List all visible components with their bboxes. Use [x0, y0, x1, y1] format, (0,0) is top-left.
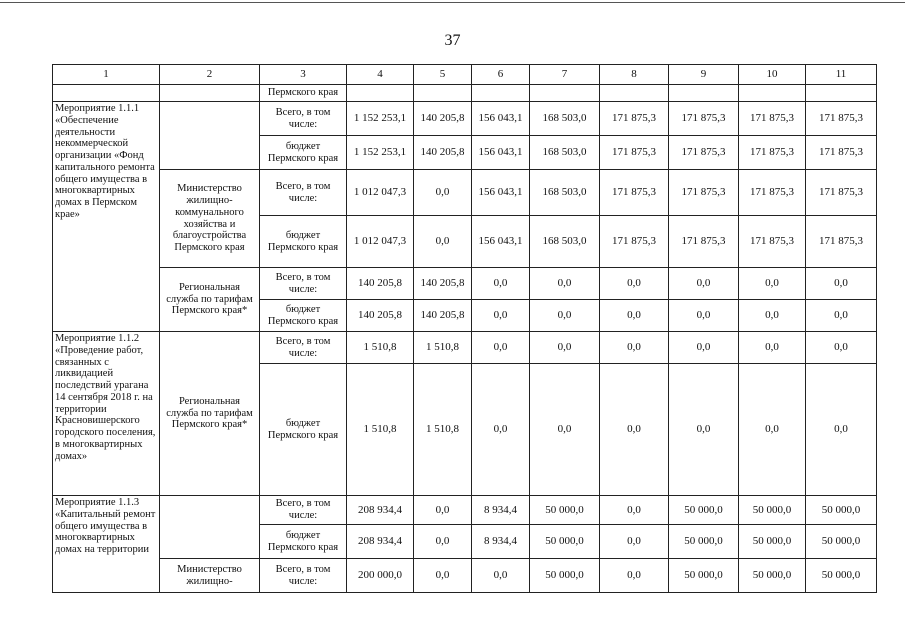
budget-table — [52, 64, 877, 593]
table-row — [53, 496, 877, 525]
amount-cell: 168 503,0 — [530, 170, 600, 216]
amount-cell: 140 205,8 — [414, 136, 472, 170]
funding-type-cell: бюджет Пермского края — [260, 136, 347, 170]
empty-cell — [600, 85, 669, 102]
amount-cell: 140 205,8 — [414, 102, 472, 136]
amount-cell: 0,0 — [414, 170, 472, 216]
amount-cell: 50 000,0 — [739, 525, 806, 559]
empty-cell — [669, 85, 739, 102]
amount-cell: 1 152 253,1 — [347, 136, 414, 170]
header-cell: 8 — [600, 65, 669, 85]
amount-cell: 140 205,8 — [347, 268, 414, 300]
amount-cell: 171 875,3 — [739, 170, 806, 216]
amount-cell: 8 934,4 — [472, 525, 530, 559]
empty-cell — [530, 85, 600, 102]
header-cell: 1 — [53, 65, 160, 85]
page-number: 37 — [444, 32, 461, 49]
funding-type-cell: бюджет Пермского края — [260, 216, 347, 268]
funding-type-cell: Пермского края — [260, 85, 347, 102]
amount-cell: 156 043,1 — [472, 170, 530, 216]
amount-cell: 0,0 — [472, 559, 530, 593]
amount-cell: 1 012 047,3 — [347, 216, 414, 268]
executor-cell: Региональная служба по тарифам Пермского края* — [160, 332, 260, 496]
amount-cell: 50 000,0 — [669, 496, 739, 525]
amount-cell: 168 503,0 — [530, 102, 600, 136]
header-cell: 6 — [472, 65, 530, 85]
table-body — [53, 65, 877, 593]
table-row — [53, 170, 877, 216]
amount-cell: 0,0 — [600, 332, 669, 364]
amount-cell: 0,0 — [739, 364, 806, 496]
empty-cell — [472, 85, 530, 102]
amount-cell: 156 043,1 — [472, 136, 530, 170]
amount-cell: 171 875,3 — [600, 170, 669, 216]
empty-cell — [414, 85, 472, 102]
amount-cell: 0,0 — [806, 332, 877, 364]
amount-cell: 171 875,3 — [806, 170, 877, 216]
amount-cell: 0,0 — [472, 332, 530, 364]
header-cell: 5 — [414, 65, 472, 85]
empty-cell — [160, 85, 260, 102]
table-row — [53, 559, 877, 593]
amount-cell: 0,0 — [600, 525, 669, 559]
amount-cell: 168 503,0 — [530, 216, 600, 268]
amount-cell: 50 000,0 — [669, 525, 739, 559]
amount-cell: 208 934,4 — [347, 525, 414, 559]
continuation-row — [53, 85, 877, 102]
activity-name-cell: Мероприятие 1.1.3 «Капитальный ремонт общего имущества в многоквартирных домах на территории — [53, 496, 160, 593]
amount-cell: 200 000,0 — [347, 559, 414, 593]
amount-cell: 0,0 — [806, 364, 877, 496]
amount-cell: 0,0 — [739, 332, 806, 364]
amount-cell: 8 934,4 — [472, 496, 530, 525]
activity-name-cell: Мероприятие 1.1.2 «Проведение работ, связанных с ликвидацией последствий урагана 14 сентября 2018 г. на территории Красновишерского городского поселения, в многоквартирных домах» — [53, 332, 160, 496]
amount-cell: 140 205,8 — [414, 268, 472, 300]
top-rule — [0, 2, 905, 3]
funding-type-cell: бюджет Пермского края — [260, 300, 347, 332]
funding-type-cell: Всего, в том числе: — [260, 102, 347, 136]
header-cell: 10 — [739, 65, 806, 85]
funding-type-cell: бюджет Пермского края — [260, 525, 347, 559]
amount-cell: 171 875,3 — [739, 216, 806, 268]
amount-cell: 0,0 — [530, 300, 600, 332]
amount-cell: 0,0 — [472, 268, 530, 300]
funding-type-cell: Всего, в том числе: — [260, 268, 347, 300]
table-row — [53, 102, 877, 136]
amount-cell: 171 875,3 — [600, 216, 669, 268]
header-cell: 2 — [160, 65, 260, 85]
amount-cell: 50 000,0 — [806, 496, 877, 525]
amount-cell: 0,0 — [806, 300, 877, 332]
empty-cell — [739, 85, 806, 102]
header-cell: 7 — [530, 65, 600, 85]
amount-cell: 0,0 — [600, 559, 669, 593]
amount-cell: 171 875,3 — [806, 216, 877, 268]
amount-cell: 0,0 — [414, 496, 472, 525]
amount-cell: 171 875,3 — [669, 170, 739, 216]
amount-cell: 50 000,0 — [806, 559, 877, 593]
funding-type-cell: Всего, в том числе: — [260, 496, 347, 525]
amount-cell: 140 205,8 — [414, 300, 472, 332]
amount-cell: 0,0 — [530, 268, 600, 300]
empty-cell — [53, 85, 160, 102]
amount-cell: 50 000,0 — [530, 559, 600, 593]
executor-cell: Министерство жилищно- — [160, 559, 260, 593]
amount-cell: 1 012 047,3 — [347, 170, 414, 216]
amount-cell: 0,0 — [472, 364, 530, 496]
amount-cell: 0,0 — [472, 300, 530, 332]
executor-cell: Региональная служба по тарифам Пермского края* — [160, 268, 260, 332]
amount-cell: 1 510,8 — [414, 332, 472, 364]
amount-cell: 156 043,1 — [472, 102, 530, 136]
amount-cell: 1 510,8 — [414, 364, 472, 496]
amount-cell: 0,0 — [530, 364, 600, 496]
amount-cell: 171 875,3 — [806, 136, 877, 170]
funding-type-cell: Всего, в том числе: — [260, 332, 347, 364]
amount-cell: 0,0 — [806, 268, 877, 300]
amount-cell: 171 875,3 — [806, 102, 877, 136]
amount-cell: 140 205,8 — [347, 300, 414, 332]
amount-cell: 156 043,1 — [472, 216, 530, 268]
amount-cell: 1 510,8 — [347, 332, 414, 364]
executor-cell — [160, 102, 260, 170]
amount-cell: 0,0 — [600, 268, 669, 300]
funding-type-cell: Всего, в том числе: — [260, 170, 347, 216]
amount-cell: 0,0 — [600, 364, 669, 496]
amount-cell: 0,0 — [739, 268, 806, 300]
activity-name-cell: Мероприятие 1.1.1 «Обеспечение деятельности некоммерческой организации «Фонд капитального ремонта общего имущества в многоквартирных домах в Пермском крае» — [53, 102, 160, 332]
amount-cell: 0,0 — [669, 268, 739, 300]
funding-type-cell: Всего, в том числе: — [260, 559, 347, 593]
amount-cell: 0,0 — [530, 332, 600, 364]
table-row — [53, 332, 877, 364]
amount-cell: 0,0 — [600, 496, 669, 525]
executor-cell: Министерство жилищно-коммунального хозяйства и благоустройства Пермского края — [160, 170, 260, 268]
amount-cell: 0,0 — [600, 300, 669, 332]
header-cell: 3 — [260, 65, 347, 85]
amount-cell: 1 510,8 — [347, 364, 414, 496]
amount-cell: 0,0 — [739, 300, 806, 332]
amount-cell: 0,0 — [669, 364, 739, 496]
amount-cell: 171 875,3 — [669, 216, 739, 268]
amount-cell: 168 503,0 — [530, 136, 600, 170]
header-cell: 9 — [669, 65, 739, 85]
amount-cell: 50 000,0 — [530, 525, 600, 559]
amount-cell: 50 000,0 — [669, 559, 739, 593]
amount-cell: 50 000,0 — [806, 525, 877, 559]
amount-cell: 0,0 — [414, 559, 472, 593]
empty-cell — [806, 85, 877, 102]
amount-cell: 0,0 — [414, 216, 472, 268]
amount-cell: 1 152 253,1 — [347, 102, 414, 136]
amount-cell: 171 875,3 — [600, 102, 669, 136]
funding-type-cell: бюджет Пермского края — [260, 364, 347, 496]
header-row — [53, 65, 877, 85]
amount-cell: 171 875,3 — [739, 102, 806, 136]
header-cell: 11 — [806, 65, 877, 85]
amount-cell: 171 875,3 — [739, 136, 806, 170]
amount-cell: 50 000,0 — [739, 496, 806, 525]
amount-cell: 171 875,3 — [669, 102, 739, 136]
empty-cell — [347, 85, 414, 102]
amount-cell: 50 000,0 — [530, 496, 600, 525]
amount-cell: 50 000,0 — [739, 559, 806, 593]
amount-cell: 0,0 — [669, 300, 739, 332]
header-cell: 4 — [347, 65, 414, 85]
amount-cell: 208 934,4 — [347, 496, 414, 525]
executor-cell — [160, 496, 260, 559]
table-row — [53, 268, 877, 300]
amount-cell: 171 875,3 — [669, 136, 739, 170]
amount-cell: 0,0 — [414, 525, 472, 559]
amount-cell: 0,0 — [669, 332, 739, 364]
amount-cell: 171 875,3 — [600, 136, 669, 170]
